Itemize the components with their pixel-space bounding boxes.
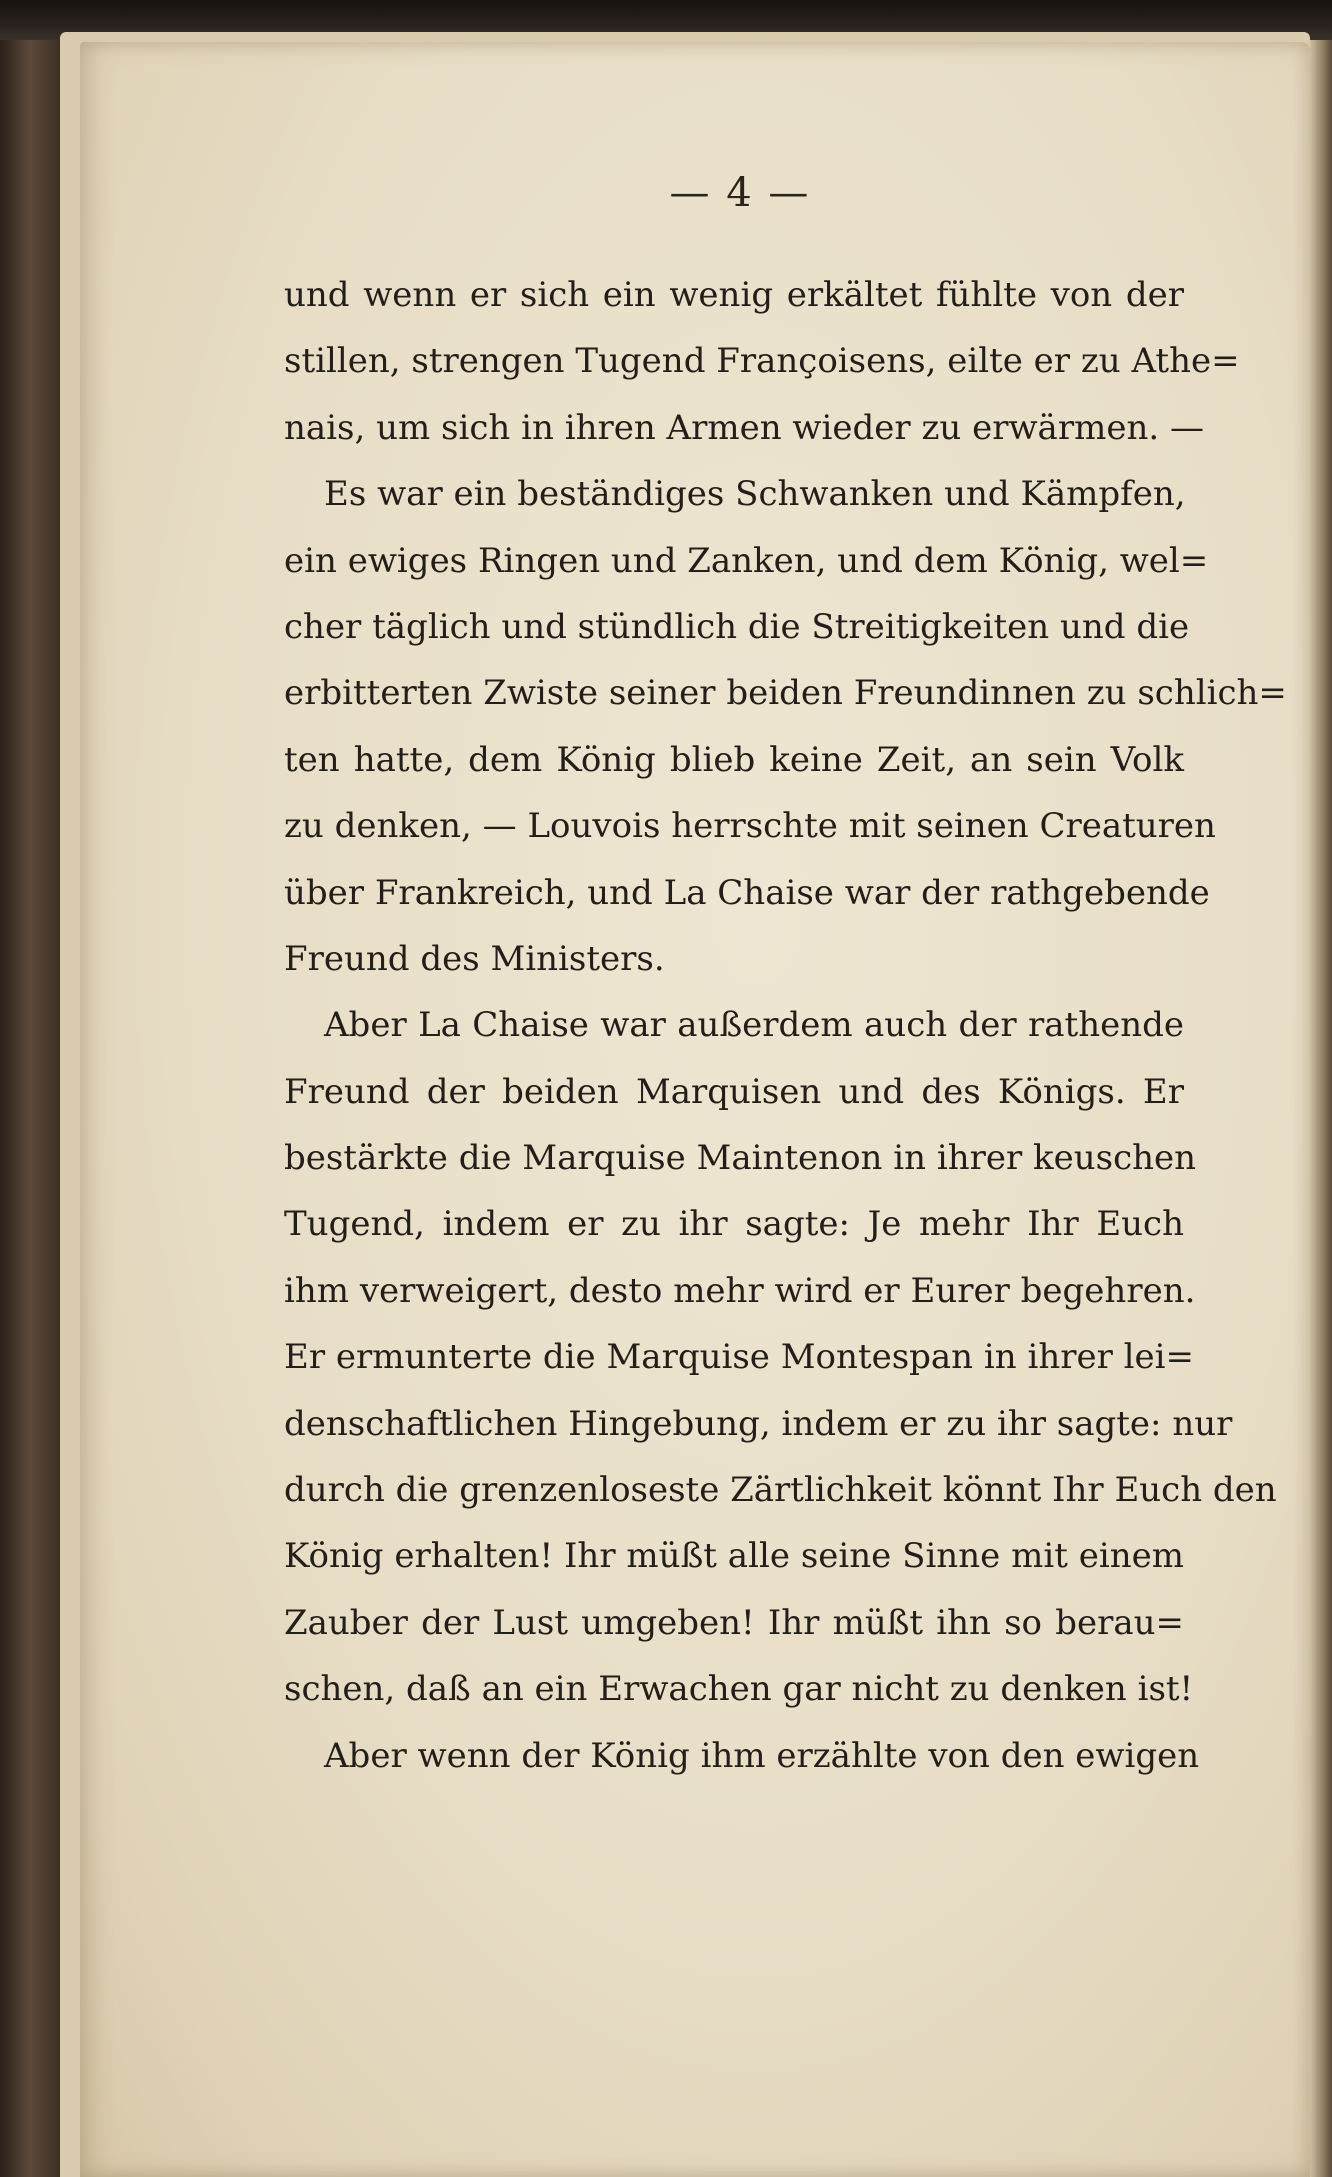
text-line: cher täglich und stündlich die Streitigkeiten und die <box>284 606 1190 647</box>
text-line: über Frankreich, und La Chaise war der rathgebende <box>284 872 1210 913</box>
text-line: zu denken, — Louvois herrschte mit seinen Creaturen <box>284 806 1216 847</box>
text-line: stillen, strengen Tugend Françoisens, eilte er zu Athe= <box>284 341 1240 382</box>
text-line: ein ewiges Ringen und Zanken, und dem König, wel= <box>284 540 1209 581</box>
text-line: schen, daß an ein Erwachen gar nicht zu denken ist! <box>284 1669 1194 1710</box>
text-line: Zauber der Lust umgeben! Ihr müßt ihn so berau= <box>284 1602 1184 1643</box>
text-line: Tugend, indem er zu ihr sagte: Je mehr Ihr Euch <box>284 1204 1184 1245</box>
text-line: Freund der beiden Marquisen und des Königs. Er <box>284 1071 1184 1112</box>
next-page-edge <box>1310 40 1332 2177</box>
text-line: Aber wenn der König ihm erzählte von den ewigen <box>324 1735 1200 1776</box>
text-line: Aber La Chaise war außerdem auch der rathende <box>324 1005 1184 1046</box>
body-text <box>284 262 1287 1789</box>
text-line: Freund des Ministers. <box>284 938 665 979</box>
text-line: ten hatte, dem König blieb keine Zeit, an sein Volk <box>284 739 1184 780</box>
text-line: bestärkte die Marquise Maintenon in ihrer keuschen <box>284 1138 1197 1179</box>
text-line: denschaftlichen Hingebung, indem er zu ihr sagte: nur <box>284 1403 1233 1444</box>
text-line: nais, um sich in ihren Armen wieder zu erwärmen. — <box>284 407 1204 448</box>
text-line: und wenn er sich ein wenig erkältet fühlte von der <box>284 275 1184 315</box>
text-line: durch die grenzenloseste Zärtlichkeit könnt Ihr Euch den <box>284 1470 1277 1511</box>
text-line: erbitterten Zwiste seiner beiden Freundinnen zu schlich= <box>284 673 1287 714</box>
text-line: ihm verweigert, desto mehr wird er Eurer begehren. <box>284 1270 1196 1311</box>
text-line: Er ermunterte die Marquise Montespan in ihrer lei= <box>284 1337 1195 1378</box>
page-number: — 4 — <box>669 170 811 216</box>
text-line: Es war ein beständiges Schwanken und Kämpfen, <box>324 474 1186 515</box>
text-line: König erhalten! Ihr müßt alle seine Sinne mit einem <box>284 1536 1184 1577</box>
